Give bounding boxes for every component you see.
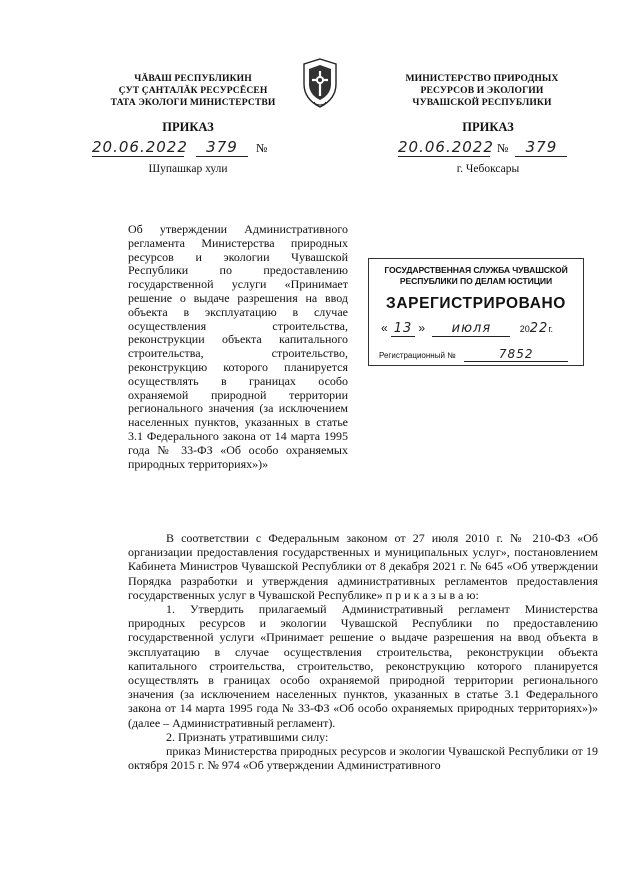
chuvash-emblem-icon bbox=[295, 56, 345, 110]
body-paragraph-item1: 1. Утвердить прилагаемый Административный регламент Министерства природных ресурсов и экологии Чувашской Республики по предоставлению государственной услуги «Принимает решение о выдаче разрешения на ввод объекта в эксплуатацию в случае осуществления строительства, реконструкции объекта капитального строительства, строительство, реконструкцию которого планируется осуществлять в границах особо охраняемой природной территории регионального значения (за исключением населенных пунктов, указанных в статье 3.1 Федерального закона от 14 марта 1995 года № 33-ФЗ «Об особо охраняемых природных территориях»)» (далее – Административный регламент). bbox=[128, 602, 598, 730]
header-left-line: ТАТА ЭКОЛОГИ МИНИСТЕРСТВИ bbox=[110, 97, 276, 108]
order-number-handwritten: 379 bbox=[196, 138, 248, 157]
order-date-number-right bbox=[398, 138, 588, 158]
stamp-reg-label: Регистрационный № bbox=[379, 351, 456, 360]
stamp-year-handwritten: 22 bbox=[529, 321, 549, 336]
header-left-line: ЧĂВАШ РЕСПУБЛИКИН bbox=[134, 73, 252, 84]
stamp-day-handwritten: 13 bbox=[391, 321, 415, 337]
stamp-quote: » bbox=[418, 321, 426, 335]
order-subject: Об утверждении Административного регламента Министерства природных ресурсов и экологии Чувашской Республики по предоставлению государственной услуги «Принимает решение о выдаче разрешения на ввод объекта в эксплуатацию в случае осуществления строительства, реконструкции объекта капитального строительства, строительство, реконструкцию которого планируется осуществлять в границах особо охраняемой природной территории регионального значения (за исключением населенных пунктов, указанных в статье 3.1 Федерального закона от 14 марта 1995 года № 33-ФЗ «Об особо охраняемых природных территориях»)» bbox=[128, 222, 348, 471]
stamp-status: ЗАРЕГИСТРИРОВАНО bbox=[386, 295, 566, 312]
order-date-handwritten: 20.06.2022 bbox=[398, 138, 494, 156]
order-date-number-left bbox=[92, 138, 292, 158]
number-sign: № bbox=[256, 141, 268, 155]
order-title-right: ПРИКАЗ bbox=[462, 120, 514, 134]
stamp-year-prefix: 20 bbox=[519, 324, 530, 334]
header-right-line: РЕСУРСОВ И ЭКОЛОГИИ bbox=[420, 85, 544, 96]
stamp-quote: « bbox=[381, 321, 388, 335]
header-left-ministry bbox=[88, 73, 298, 109]
body-paragraph-item2-sub: приказ Министерства природных ресурсов и экологии Чувашской Республики от 19 октября 2015 г. № 974 «Об утверждении Административного bbox=[128, 744, 598, 773]
order-body bbox=[128, 531, 598, 772]
stamp-reg-row bbox=[379, 345, 579, 361]
stamp-reg-number-handwritten: 7852 bbox=[464, 347, 568, 362]
body-paragraph-intro: В соответствии с Федеральным законом от 27 июля 2010 г. № 210-ФЗ «Об организации предоставления государственных и муниципальных услуг», постановлением Кабинета Министров Чувашской Республики от 8 декабря 2021 г. № 645 «Об утверждении Порядка разработки и утверждения административных регламентов предоставления государственных услуг в Чувашской Республике» п р и к а з ы в а ю: bbox=[128, 531, 598, 602]
header-right-ministry bbox=[392, 73, 572, 109]
city-russian: г. Чебоксары bbox=[456, 163, 520, 175]
stamp-org-line: РЕСПУБЛИКИ ПО ДЕЛАМ ЮСТИЦИИ bbox=[399, 276, 553, 286]
header-left-line: ÇУТ ÇАНТАЛĂК РЕСУРСĔСЕН bbox=[118, 85, 268, 96]
order-date-handwritten: 20.06.2022 bbox=[92, 138, 188, 156]
body-paragraph-item2: 2. Признать утратившими силу: bbox=[166, 729, 329, 744]
stamp-year-suffix: г. bbox=[548, 324, 553, 334]
header-right-line: ЧУВАШСКОЙ РЕСПУБЛИКИ bbox=[412, 97, 552, 108]
order-title-left: ПРИКАЗ bbox=[162, 120, 214, 134]
number-sign: № bbox=[497, 141, 509, 155]
header-right-line: МИНИСТЕРСТВО ПРИРОДНЫХ bbox=[405, 73, 559, 84]
stamp-org-line: ГОСУДАРСТВЕННАЯ СЛУЖБА ЧУВАШСКОЙ bbox=[384, 265, 568, 275]
order-number-handwritten: 379 bbox=[515, 138, 567, 157]
city-chuvash: Шупашкар хули bbox=[148, 163, 228, 175]
registration-stamp bbox=[368, 258, 584, 366]
stamp-month-handwritten: июля bbox=[432, 321, 510, 337]
stamp-date-row bbox=[381, 321, 577, 341]
